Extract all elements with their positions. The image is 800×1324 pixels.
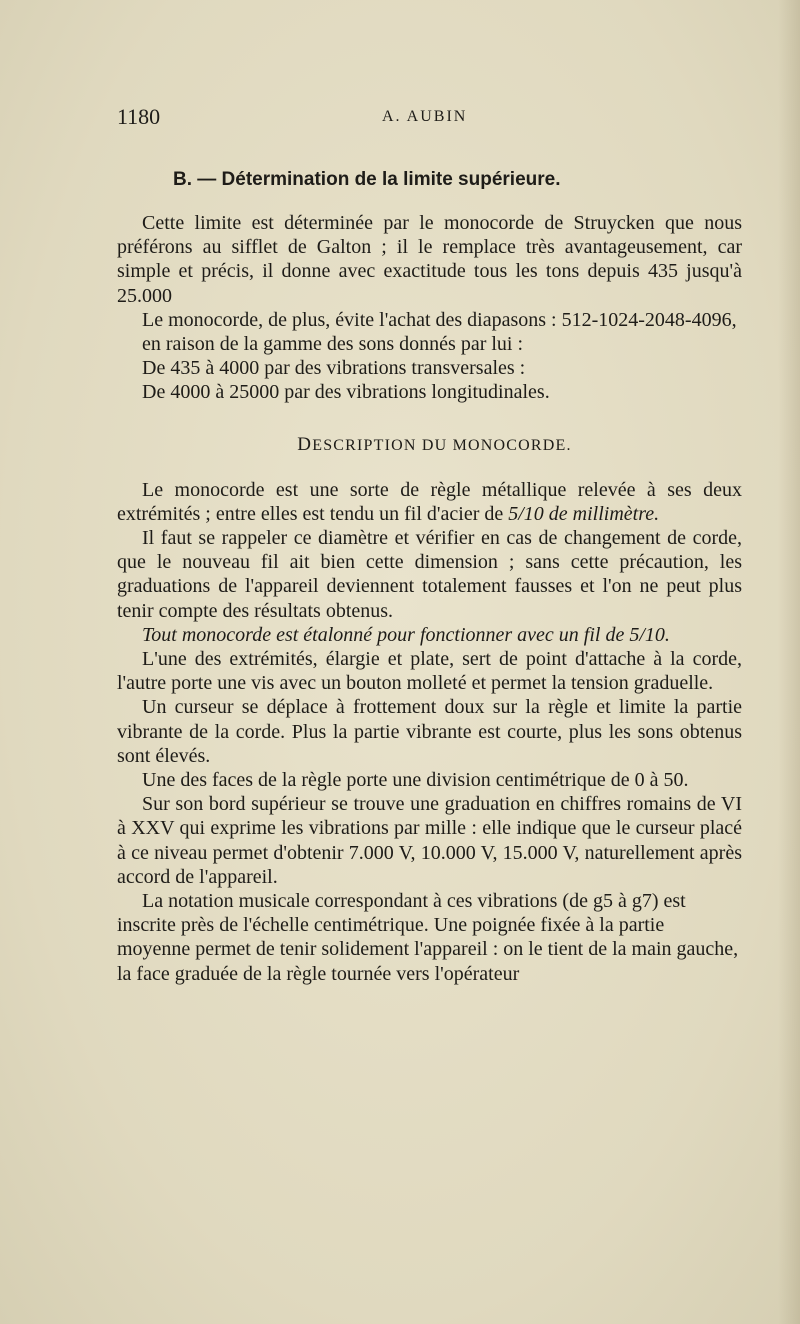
section-heading: B. — Détermination de la limite supérieure.	[173, 169, 561, 190]
description-paragraph-7: Sur son bord supérieur se trouve une graduation en chiffres romains de VI à XXV qui exprime les vibrations par mille : elle indique que le curseur placé à ce niveau permet d'obtenir 7.000 V, 10.000 V, 15.000 V, naturellement après accord de l'appareil.	[117, 793, 742, 888]
intro-paragraph-2: Le monocorde, de plus, évite l'achat des diapasons : 512-1024-2048-4096,	[142, 308, 737, 331]
description-paragraph-1	[117, 478, 742, 526]
intro-line-3: en raison de la gamme des sons donnés par lui :	[142, 333, 524, 356]
intro-paragraph-1: Cette limite est déterminée par le monocorde de Struycken que nous préférons au sifflet de Galton ; il le remplace très avantageusement, car simple et précis, il donne avec exactitude tous les tons depuis 435 jusqu'à 25.000	[117, 212, 742, 307]
intro-line-4: De 435 à 4000 par des vibrations transversales :	[142, 357, 526, 380]
description-paragraph-1-italic: 5/10 de millimètre.	[508, 502, 660, 525]
description-heading-rest: ESCRIPTION DU MONOCORDE.	[312, 436, 572, 454]
page-spine-shadow	[778, 0, 800, 1324]
intro-line-5: De 4000 à 25000 par des vibrations longitudinales.	[142, 381, 550, 404]
description-paragraph-4: L'une des extrémités, élargie et plate, sert de point d'attache à la corde, l'autre porte une vis avec un bouton molleté et permet la tension graduelle.	[117, 648, 742, 695]
description-italic-note: Tout monocorde est étalonné pour fonctionner avec un fil de 5/10.	[142, 623, 670, 646]
description-heading	[117, 433, 742, 458]
description-paragraph-2: Il faut se rappeler ce diamètre et vérifier en cas de changement de corde, que le nouveau fil ait bien cette dimension ; sans cette précaution, les graduations de l'appareil deviennent totalement fausses et l'on ne peut plus tenir compte des résultats obtenus.	[117, 527, 742, 622]
running-head: A. AUBIN	[382, 108, 468, 125]
description-paragraph-8: La notation musicale correspondant à ces vibrations (de g5 à g7) est inscrite près de l'échelle centimétrique. Une poignée fixée à la partie moyenne permet de tenir solidement l'appareil : on le tient de la main gauche, la face graduée de la règle tournée vers l'opérateur	[117, 890, 739, 985]
page-number: 1180	[117, 104, 161, 129]
description-paragraph-6: Une des faces de la règle porte une division centimétrique de 0 à 50.	[142, 769, 689, 792]
page-body	[117, 168, 742, 986]
description-paragraph-5: Un curseur se déplace à frottement doux sur la règle et limite la partie vibrante de la corde. Plus la partie vibrante est courte, plus les sons obtenus sont élevés.	[117, 696, 742, 767]
description-heading-cap: D	[297, 433, 313, 455]
page-header	[117, 104, 742, 132]
description-paragraph-1-text: Le monocorde est une sorte de règle métallique relevée à ses deux extrémités ; entre elles est tendu un fil d'acier de	[117, 478, 742, 525]
